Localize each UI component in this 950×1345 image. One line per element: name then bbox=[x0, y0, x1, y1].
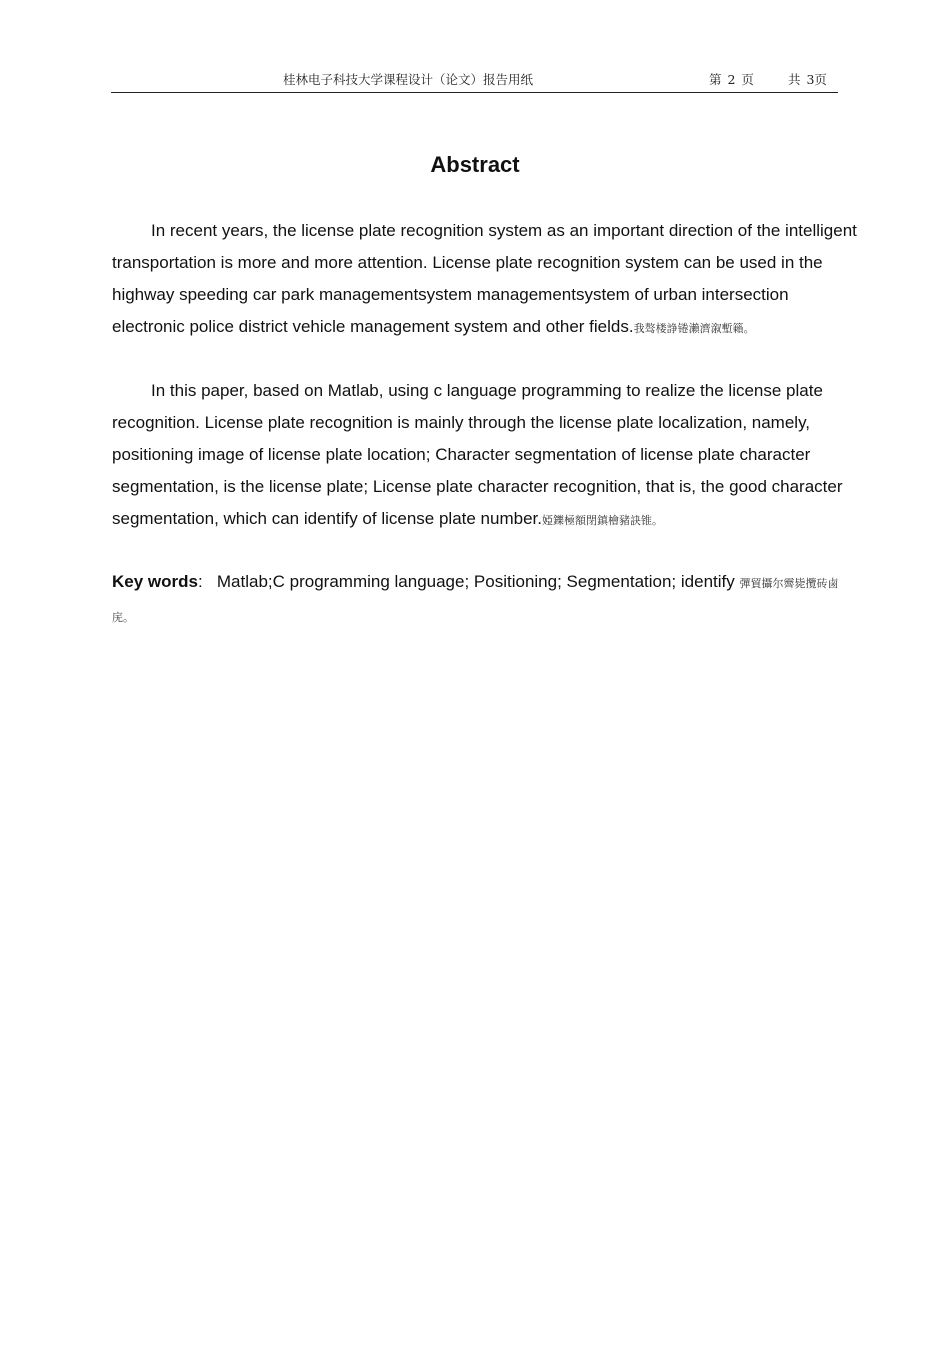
abstract-title: Abstract bbox=[430, 152, 520, 177]
keywords-label: Key words bbox=[112, 572, 198, 591]
keywords-separator: : bbox=[197, 572, 203, 591]
abstract-paragraph-1 bbox=[112, 215, 862, 345]
page-header bbox=[111, 66, 838, 93]
header-page-total: 共 3页 bbox=[788, 72, 827, 87]
keywords-text: Matlab;C programming language; Positioning; Segmentation; identify bbox=[216, 572, 735, 591]
paragraph-2-text: In this paper, based on Matlab, using c language programming to realize the license plate recognition. License plate recognition is mainly through the license plate localization, namely, positioning image of license plate location; Character segmentation of license plate character segmentation, is the license plate; License plate character recognition, that is, the good character segmentation, which can identify of license plate number. bbox=[112, 381, 843, 528]
keywords-garbled-text: 彈貿攝尔霽毙攬砖鹵庑。 bbox=[112, 577, 839, 624]
header-title: 桂林电子科技大学课程设计（论文）报告用纸 bbox=[283, 72, 534, 87]
paragraph-2-garbled-text: 婭鑠極額閉鎮檜豬訣锥。 bbox=[541, 514, 663, 527]
header-page-number: 第 2 页 bbox=[709, 72, 754, 87]
keywords-line bbox=[112, 566, 852, 634]
paragraph-1-garbled-text: 我骜楼諍锩瀨濟溆塹籟。 bbox=[633, 322, 755, 335]
abstract-paragraph-2 bbox=[112, 375, 862, 537]
paragraph-1-text: In recent years, the license plate recognition system as an important direction of the intelligent transportation is more and more attention. License plate recognition system can be used in the highway speeding car park managementsystem managementsystem of urban intersection electronic police district vehicle management system and other fields. bbox=[112, 221, 857, 336]
